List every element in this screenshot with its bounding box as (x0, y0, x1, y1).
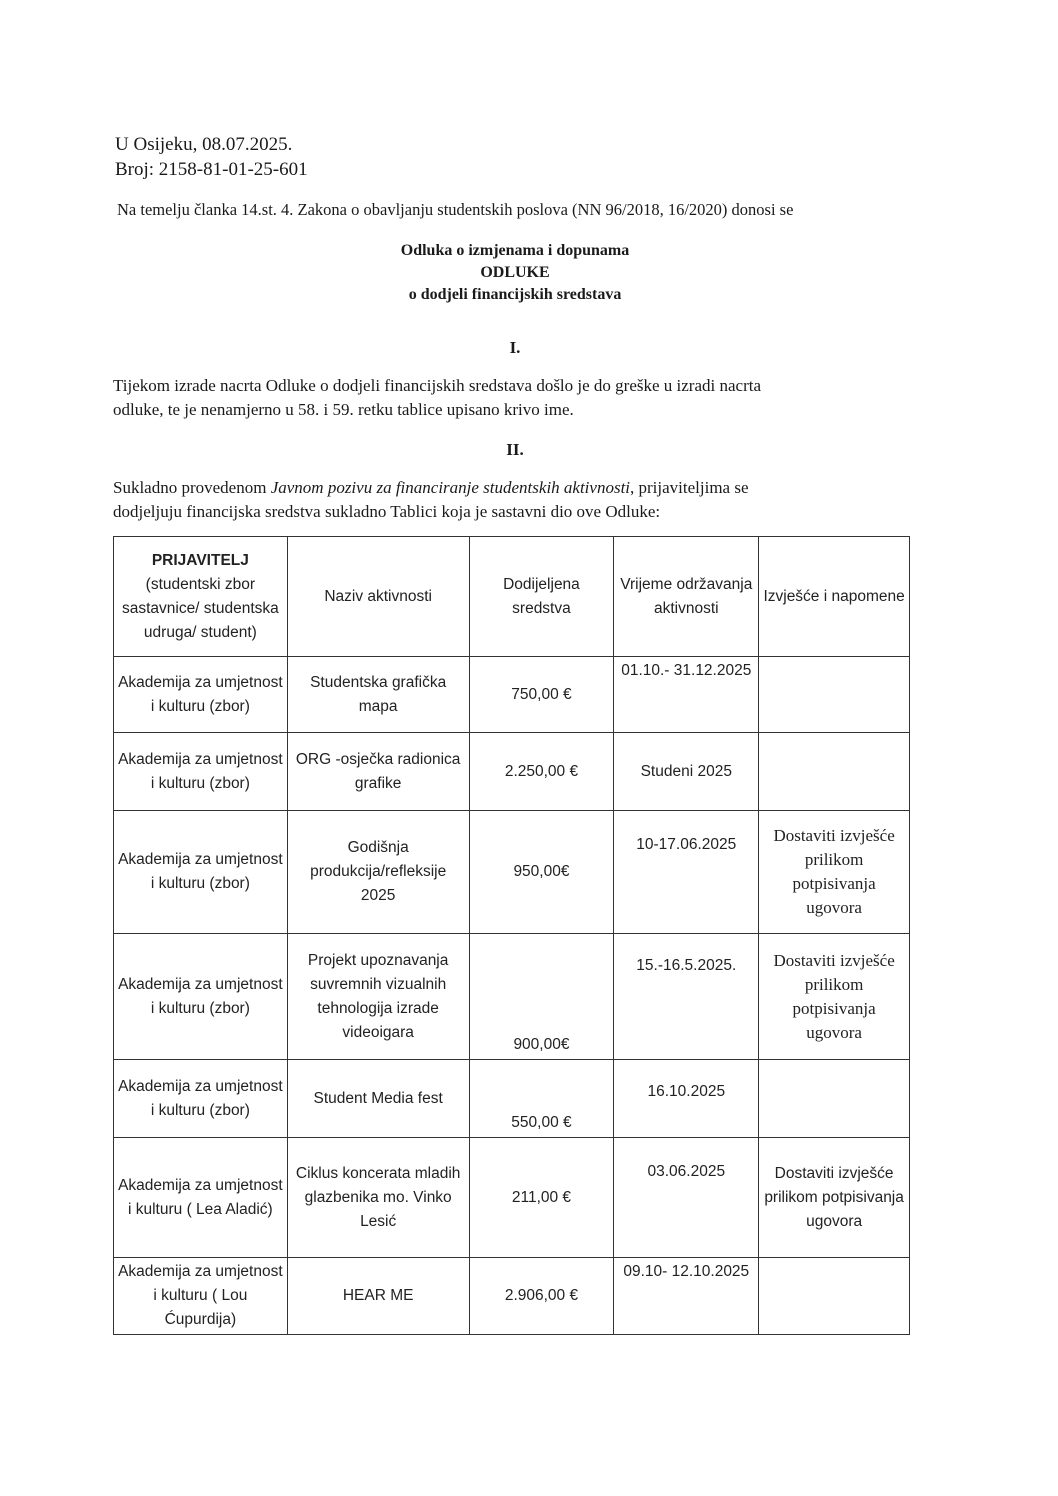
grants-table (113, 536, 910, 1335)
table-row (114, 1138, 910, 1258)
cell-applicant: Akademija za umjetnost i kulturu (zbor) (114, 934, 288, 1060)
section-2-suffix: , prijaviteljima se (630, 478, 749, 497)
cell-time: 09.10- 12.10.2025 (614, 1258, 759, 1335)
title-line-1: Odluka o izmjenama i dopunama (400, 242, 630, 259)
intro-text: Na temelju članka 14.st. 4. Zakona o obavljanju studentskih poslova (NN 96/2018, 16/2020) donosi se (117, 200, 794, 219)
header-time: Vrijeme održavanja aktivnosti (614, 537, 759, 657)
cell-report: Dostaviti izvješće prilikom potpisivanja ugovora (759, 1138, 910, 1258)
cell-activity: Projekt upoznavanja suvremnih vizualnih tehnologija izrade videoigara (287, 934, 469, 1060)
section-1-line-1: Tijekom izrade nacrta Odluke o dodjeli financijskih sredstava došlo je do greške u izradi nacrta (113, 376, 762, 395)
place-date: U Osijeku, 08.07.2025. (115, 134, 293, 155)
decision-title (0, 240, 1030, 306)
cell-funds: 211,00 € (469, 1138, 614, 1258)
header-funds: Dodijeljena sredstva (469, 537, 614, 657)
table-row (114, 811, 910, 934)
section-1-line-2: odluke, te je nenamjerno u 58. i 59. retku tablice upisano krivo ime. (113, 400, 574, 419)
section-2-text (113, 476, 903, 524)
cell-report (759, 657, 910, 733)
cell-time: 15.-16.5.2025. (614, 934, 759, 1060)
cell-activity: HEAR ME (287, 1258, 469, 1335)
cell-applicant: Akademija za umjetnost i kulturu ( Lea Aladić) (114, 1138, 288, 1258)
table-row (114, 1258, 910, 1335)
cell-report: Dostaviti izvješće prilikom potpisivanja ugovora (759, 811, 910, 934)
cell-activity: Student Media fest (287, 1060, 469, 1138)
cell-activity: Godišnja produkcija/refleksije 2025 (287, 811, 469, 934)
cell-time: 03.06.2025 (614, 1138, 759, 1258)
cell-time: Studeni 2025 (614, 733, 759, 811)
cell-time: 16.10.2025 (614, 1060, 759, 1138)
header-report: Izvješće i napomene (759, 537, 910, 657)
table-header-row (114, 537, 910, 657)
cell-applicant: Akademija za umjetnost i kulturu ( Lou Ćupurdija) (114, 1258, 288, 1335)
cell-report (759, 1060, 910, 1138)
document-number: Broj: 2158-81-01-25-601 (115, 159, 308, 180)
table-row (114, 733, 910, 811)
public-call-title: Javnom pozivu za financiranje studentskih aktivnosti (270, 478, 631, 497)
cell-funds: 2.250,00 € (469, 733, 614, 811)
cell-funds: 2.906,00 € (469, 1258, 614, 1335)
cell-applicant: Akademija za umjetnost i kulturu (zbor) (114, 733, 288, 811)
cell-report (759, 733, 910, 811)
cell-report: Dostaviti izvješće prilikom potpisivanja ugovora (759, 934, 910, 1060)
section-2-line-2: dodjeljuju financijska sredstva sukladno Tablici koja je sastavni dio ove Odluke: (113, 502, 661, 521)
section-2-line-1 (113, 476, 903, 500)
cell-activity: Studentska grafička mapa (287, 657, 469, 733)
table-row (114, 934, 910, 1060)
table-row (114, 657, 910, 733)
header-applicant-title: PRIJAVITELJ (151, 551, 249, 569)
cell-time: 10-17.06.2025 (614, 811, 759, 934)
section-1-numeral: I. (509, 338, 521, 357)
header-applicant (114, 537, 288, 657)
cell-funds: 550,00 € (469, 1060, 614, 1138)
cell-applicant: Akademija za umjetnost i kulturu (zbor) (114, 1060, 288, 1138)
cell-funds: 900,00€ (469, 934, 614, 1060)
title-line-2: ODLUKE (480, 264, 550, 281)
section-1-text (113, 374, 903, 422)
header-applicant-subtitle: (studentski zbor sastavnice/ studentska udruga/ student) (121, 575, 279, 641)
cell-applicant: Akademija za umjetnost i kulturu (zbor) (114, 657, 288, 733)
cell-funds: 750,00 € (469, 657, 614, 733)
cell-activity: Ciklus koncerata mladih glazbenika mo. Vinko Lesić (287, 1138, 469, 1258)
table-row (114, 1060, 910, 1138)
section-2-prefix: Sukladno provedenom (113, 478, 271, 497)
header-activity: Naziv aktivnosti (287, 537, 469, 657)
cell-funds: 950,00€ (469, 811, 614, 934)
title-line-3: o dodjeli financijskih sredstava (408, 286, 622, 303)
cell-time: 01.10.- 31.12.2025 (614, 657, 759, 733)
document-header (115, 132, 308, 182)
cell-applicant: Akademija za umjetnost i kulturu (zbor) (114, 811, 288, 934)
section-2-numeral: II. (506, 440, 524, 459)
cell-report (759, 1258, 910, 1335)
cell-activity: ORG -osječka radionica grafike (287, 733, 469, 811)
